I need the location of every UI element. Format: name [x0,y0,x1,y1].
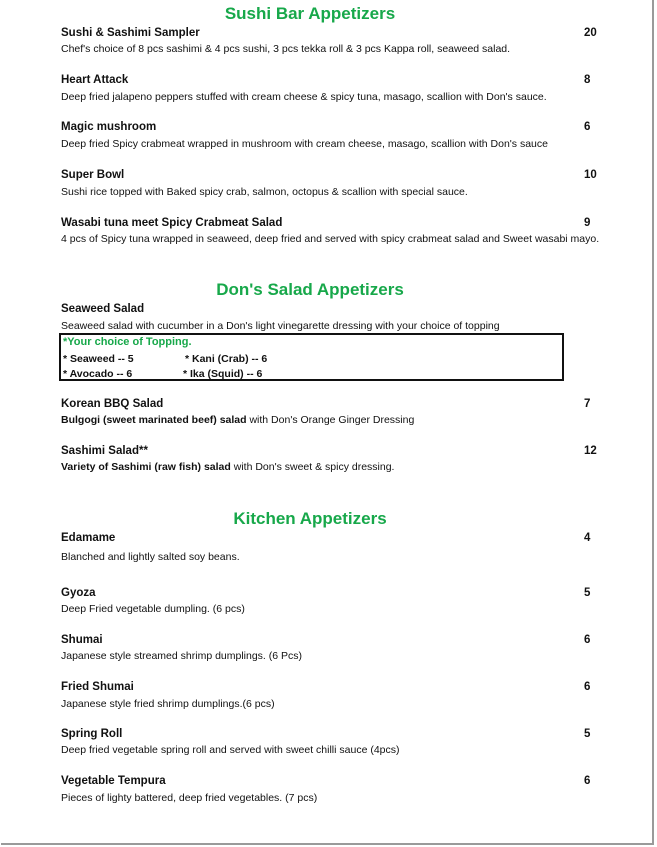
item-name: Seaweed Salad [61,303,145,315]
item-description: Deep fried Spicy crabmeat wrapped in mushroom with cream cheese, masago, scallion with Don's sauce [61,138,548,150]
topping-option: * Avocado -- 6 [63,368,133,380]
item-description: Seaweed salad with cucumber in a Don's light vinegarette dressing with your choice of topping [61,320,500,332]
item-description: Chef's choice of 8 pcs sashimi & 4 pcs sushi, 3 pcs tekka roll & 3 pcs Kappa roll, seaweed salad. [61,43,511,55]
item-name: Heart Attack [61,74,129,86]
item-description [61,414,414,426]
item-description: Pieces of lighty battered, deep fried vegetables. (7 pcs) [61,792,318,804]
item-description: Deep Fried vegetable dumpling. (6 pcs) [61,603,245,615]
section-title-sushi-bar: Sushi Bar Appetizers [224,4,396,23]
item-name: Edamame [61,532,116,544]
item-price: 20 [584,27,597,39]
item-name: Korean BBQ Salad [61,398,164,410]
item-description-rest: with Don's Orange Ginger Dressing [246,414,415,426]
item-price: 6 [584,775,591,787]
topping-header: *Your choice of Topping. [63,336,192,348]
item-name: Spring Roll [61,728,123,740]
item-description [61,461,394,473]
item-name: Wasabi tuna meet Spicy Crabmeat Salad [61,217,283,229]
item-description: 4 pcs of Spicy tuna wrapped in seaweed, deep fried and served with spicy crabmeat salad and Sweet wasabi mayo. [61,233,600,245]
item-name: Magic mushroom [61,121,157,133]
item-name: Fried Shumai [61,681,134,693]
topping-box [59,333,564,381]
topping-option: * Ika (Squid) -- 6 [183,368,263,380]
item-price: 6 [584,681,591,693]
item-price: 9 [584,217,591,229]
item-price: 7 [584,398,591,410]
item-price: 10 [584,169,597,181]
item-description: Japanese style fried shrimp dumplings.(6 pcs) [61,698,275,710]
item-description: Sushi rice topped with Baked spicy crab, salmon, octopus & scallion with special sauce. [61,186,468,198]
item-description-rest: with Don's sweet & spicy dressing. [230,461,395,473]
item-name: Super Bowl [61,169,125,181]
item-price: 12 [584,445,597,457]
item-price: 5 [584,587,591,599]
section-title-kitchen: Kitchen Appetizers [233,509,387,528]
item-name: Shumai [61,634,103,646]
topping-option: * Seaweed -- 5 [63,353,134,365]
section-title-salad: Don's Salad Appetizers [216,280,404,299]
topping-option: * Kani (Crab) -- 6 [185,353,268,365]
item-name: Sushi & Sashimi Sampler [61,27,200,39]
item-name: Vegetable Tempura [61,775,166,787]
item-price: 6 [584,121,591,133]
item-price: 5 [584,728,591,740]
item-name: Sashimi Salad** [61,445,148,457]
item-price: 4 [584,532,591,544]
item-price: 6 [584,634,591,646]
item-description-bold: Variety of Sashimi (raw fish) salad [61,461,231,473]
item-description: Deep fried jalapeno peppers stuffed with cream cheese & spicy tuna, masago, scallion with Don's sauce. [61,91,547,103]
item-name: Gyoza [61,587,96,599]
item-description: Blanched and lightly salted soy beans. [61,551,240,563]
item-description: Deep fried vegetable spring roll and served with sweet chilli sauce (4pcs) [61,744,400,756]
item-price: 8 [584,74,591,86]
item-description: Japanese style streamed shrimp dumplings. (6 Pcs) [61,650,303,662]
item-description-bold: Bulgogi (sweet marinated beef) salad [61,414,247,426]
